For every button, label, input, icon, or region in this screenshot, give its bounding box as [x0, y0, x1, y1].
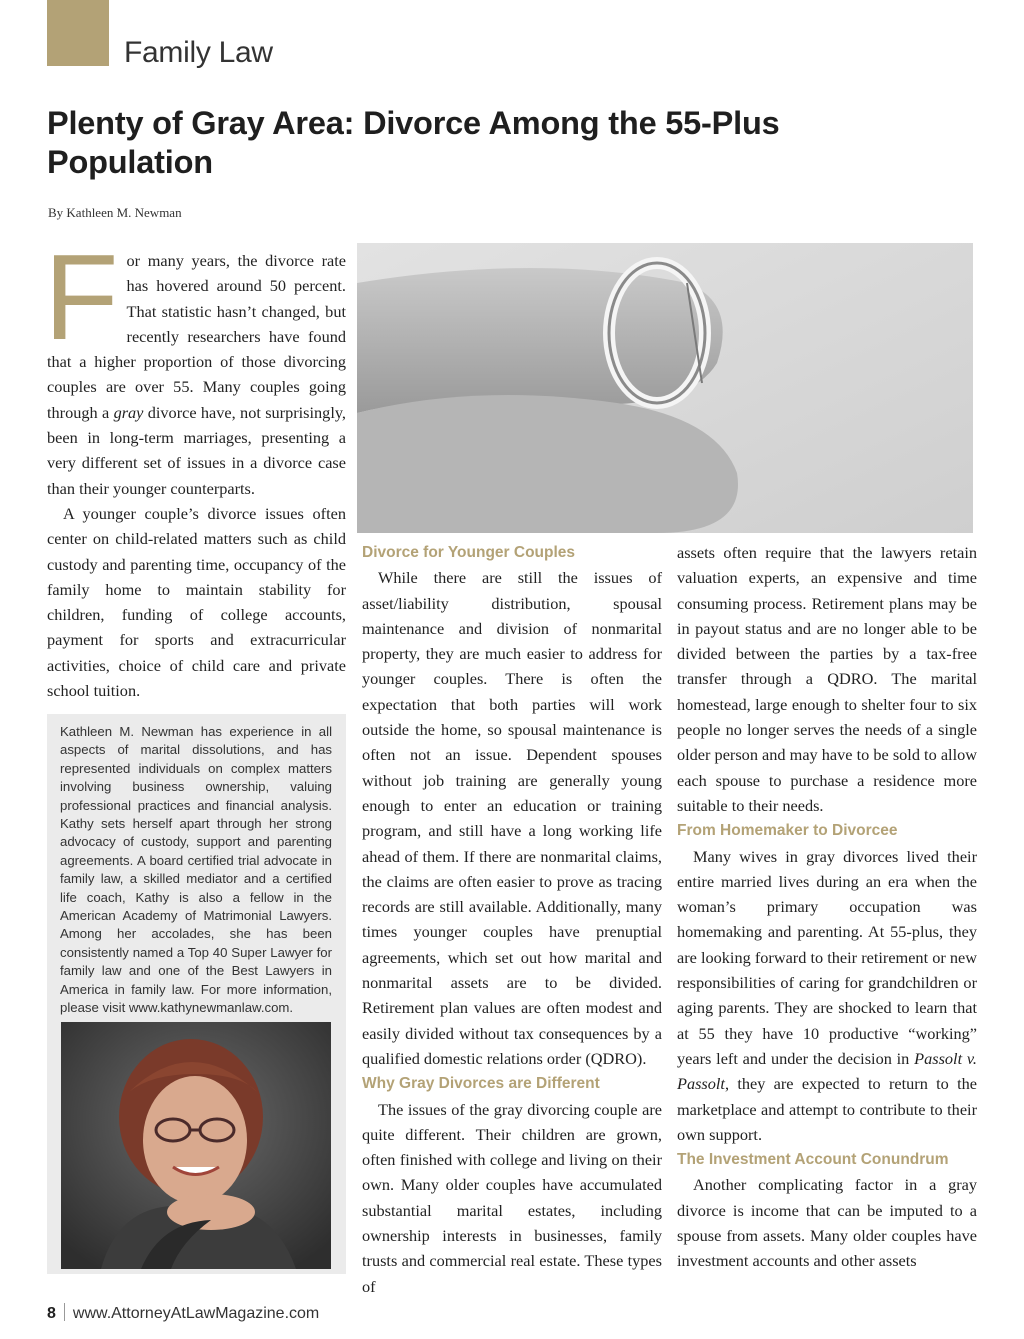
- section-color-block: [47, 0, 109, 66]
- body-paragraph: Another complicating factor in a gray divorce is income that can be imputed to a spouse from assets. Many older couples have investment accounts and other assets: [677, 1175, 977, 1271]
- byline: By Kathleen M. Newman: [48, 205, 182, 220]
- footer-divider: [64, 1303, 65, 1321]
- drop-cap: F: [44, 229, 119, 365]
- author-portrait: [61, 1022, 331, 1269]
- section-heading-investment: The Investment Account Conundrum: [677, 1151, 949, 1169]
- left-column: [44, 229, 347, 703]
- right-column: [677, 540, 977, 1274]
- section-heading-homemaker: From Homemaker to Divorcee: [677, 822, 898, 840]
- section-label: Family Law: [124, 36, 273, 69]
- body-paragraph: While there are still the issues of asset/liability distribution, spousal maintenance and division of nonmarital property, they are much easier to address for younger couples. There is often the expectation that both parties will work outside the home, so spousal maintenance is often not an issue. Dependent spouses without job training are generally young enough to enter an education or training program, and still have a long working life ahead of them. If there are nonmarital claims, the claims are often easier to prove as tracing records are still available. Additionally, many times younger couples have prenuptial agreements, which set out how marital and nonmarital assets are to be divided. Retirement plan values are often modest and easily divided without tax consequences by a qualified domestic relations order (QDRO).: [362, 568, 662, 1068]
- author-bio-text: Kathleen M. Newman has experience in all aspects of marital dissolutions, and has represented individuals on complex matters involving business ownership, valuing professional practices and financial analysis. Kathy sets herself apart through her strong advocacy of custody, support and parenting agreements. A board certified trial advocate in family law, a skilled mediator and a certified life coach, Kathy is also a fellow in the American Academy of Matrimonial Lawyers. Among her accolades, she has been consistently named a Top 40 Super Lawyer for family law and one of the Best Lawyers in America in family law. For more information, please visit www.kathynewmanlaw.com.: [60, 724, 332, 1016]
- body-paragraph: assets often require that the lawyers retain valuation experts, an expensive and time consuming process. Retirement plans may be in payout status and are no longer able to be divided between the parties by a tax-free transfer through a QDRO. The marital homestead, large enough to shelter four to six people no longer serves the needs of a single older person and may have to be sold to allow each spouse to purchase a residence more suitable to their needs.: [677, 543, 977, 815]
- middle-column: [362, 540, 662, 1299]
- body-paragraph: A younger couple’s divorce issues often center on child-related matters such as child custody and parenting time, occupancy of the family home to maintain stability for children, funding of college accounts, payment for sports and extracurricular activities, choice of child care and private school tuition.: [47, 503, 346, 701]
- body-paragraph: Many wives in gray divorces lived their entire married lives during an era when the woman’s primary occupation was homemaking and parenting. At 55-plus, they are looking forward to their retirement or new responsibilities of caring for grandchildren or aging parents. They are shocked to learn that at 55 they have 10 productive “working” years left and under the decision in Passolt v. Passolt, they are expected to return to the marketplace and attempt to contribute to their own support.: [677, 846, 977, 1144]
- article-headline: Plenty of Gray Area: Divorce Among the 55-Plus Population: [47, 105, 780, 180]
- author-bio-box: [47, 714, 346, 1274]
- body-paragraph: The issues of the gray divorcing couple are quite different. Their children are grown, often finished with college and living on their own. Many older couples have accumulated substantial marital estates, including ownership interests in businesses, family trusts and commercial real estate. These types of: [362, 1099, 662, 1296]
- intro-paragraph: For many years, the divorce rate has hovered around 50 percent. That statistic hasn’t changed, but recently researchers have found that a higher proportion of those divorcing couples are over 55. Many couples going through a gray divorce have, not surprisingly, been in long-term marriages, presenting a very different set of issues in a divorce case than their younger counterparts.: [44, 229, 347, 498]
- section-heading-gray: Why Gray Divorces are Different: [362, 1075, 600, 1093]
- section-heading-younger: Divorce for Younger Couples: [362, 544, 576, 561]
- page-number: 8: [47, 1305, 56, 1322]
- page-footer: [47, 1303, 319, 1323]
- ring-photo: [357, 243, 973, 533]
- footer-website: www.AttorneyAtLawMagazine.com: [72, 1305, 320, 1322]
